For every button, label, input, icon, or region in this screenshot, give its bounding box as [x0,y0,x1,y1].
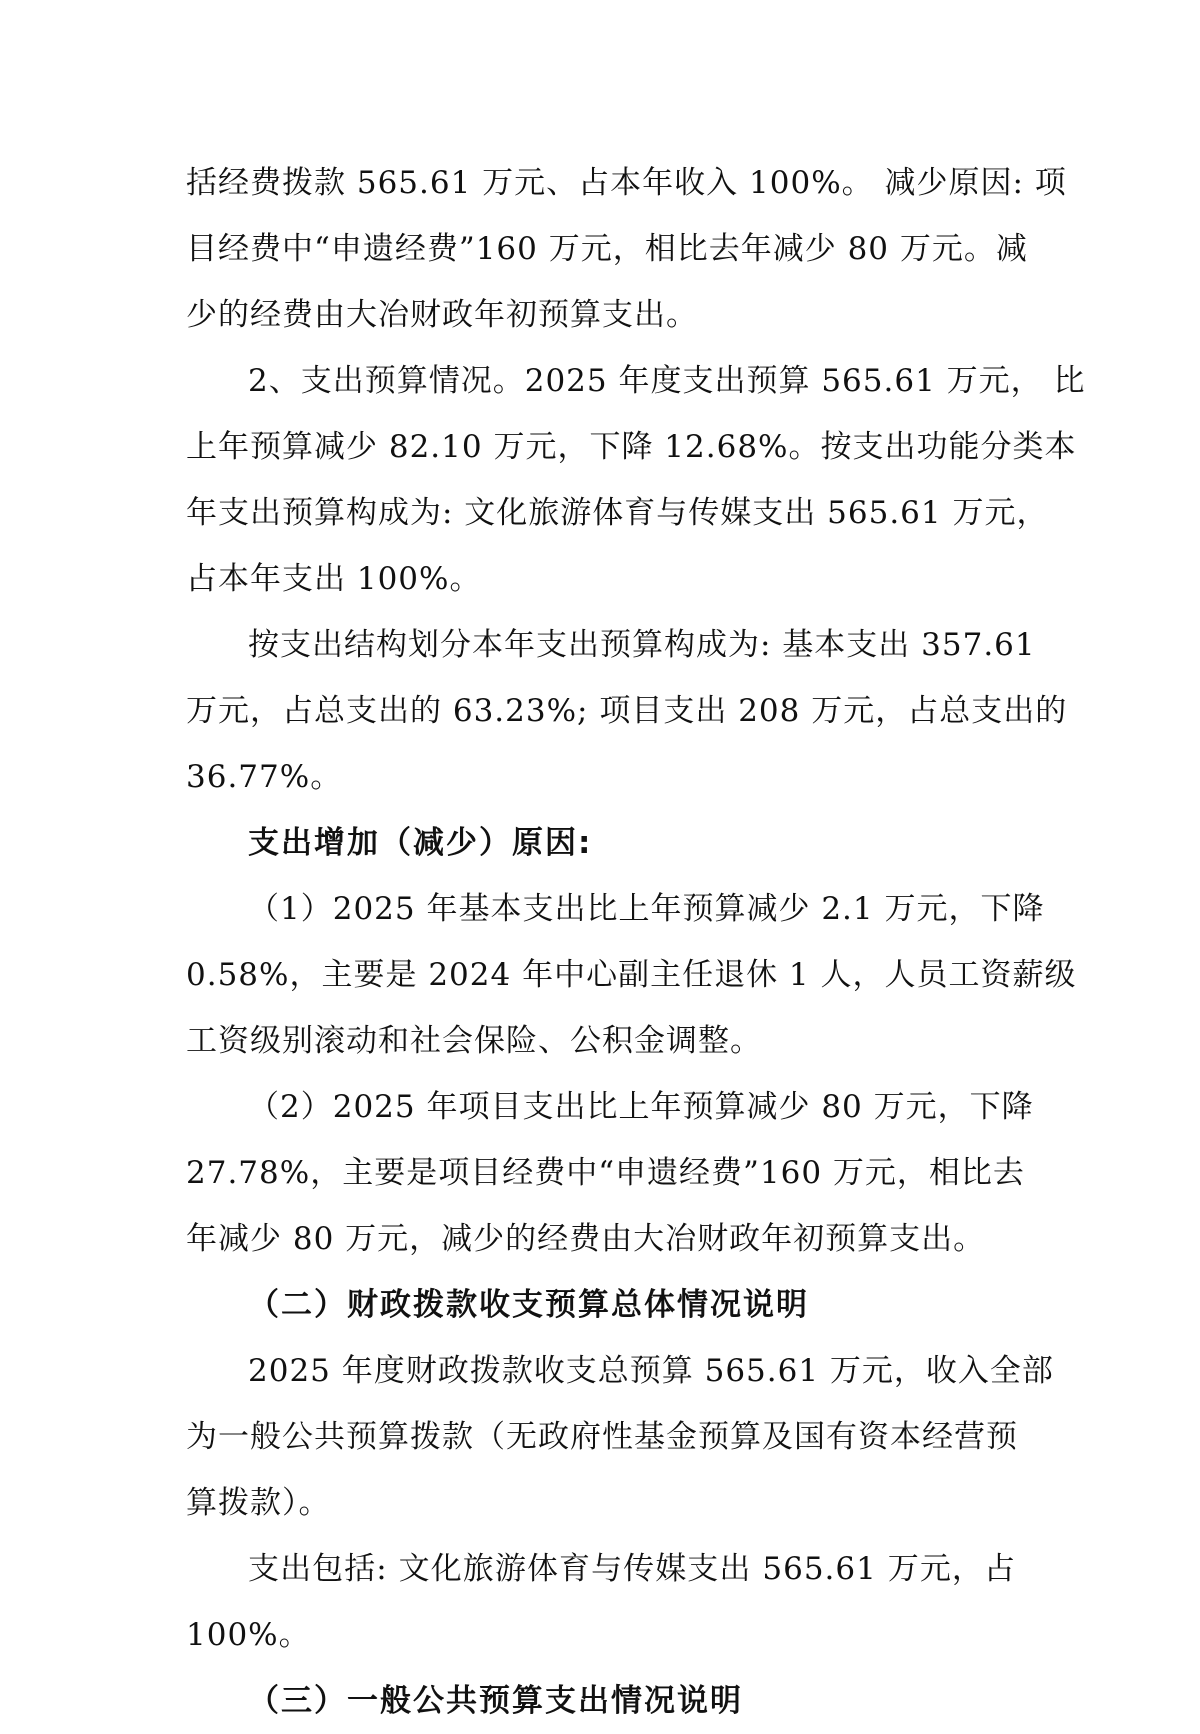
paragraph-line: 2、支出预算情况。2025 年度支出预算 565.61 万元， 比 [248,363,1086,399]
paragraph-line: 工资级别滚动和社会保险、公积金调整。 [186,1023,762,1059]
paragraph-line: 按支出结构划分本年支出预算构成为: 基本支出 357.61 [248,627,1036,663]
paragraph-line: 上年预算减少 82.10 万元，下降 12.68%。按支出功能分类本 [186,429,1077,465]
paragraph-line: （2）2025 年项目支出比上年预算减少 80 万元，下降 [248,1089,1034,1125]
paragraph-line: 算拨款）。 [186,1485,331,1521]
paragraph-line: 2025 年度财政拨款收支总预算 565.61 万元，收入全部 [248,1353,1054,1389]
paragraph-line: 括经费拨款 565.61 万元、占本年收入 100%。 减少原因: 项 [186,165,1067,201]
paragraph-line: 为一般公共预算拨款（无政府性基金预算及国有资本经营预 [186,1419,1018,1455]
section-heading: 支出增加（减少）原因: [248,825,593,861]
section-heading: （三）一般公共预算支出情况说明 [248,1683,743,1719]
paragraph-line: 目经费中“申遗经费”160 万元，相比去年减少 80 万元。减 [186,231,1028,267]
paragraph-line: 少的经费由大冶财政年初预算支出。 [186,297,698,333]
paragraph-line: 年减少 80 万元，减少的经费由大冶财政年初预算支出。 [186,1221,986,1257]
paragraph-line: 100%。 [186,1617,311,1653]
paragraph-line: 年支出预算构成为: 文化旅游体育与传媒支出 565.61 万元， [186,495,1049,531]
paragraph-line: 36.77%。 [186,759,343,795]
section-heading: （二）财政拨款收支预算总体情况说明 [248,1287,809,1323]
paragraph-line: 27.78%，主要是项目经费中“申遗经费”160 万元，相比去 [186,1155,1025,1191]
paragraph-line: 万元，占总支出的 63.23%; 项目支出 208 万元，占总支出的 [186,693,1068,729]
paragraph-line: 占本年支出 100%。 [186,561,482,597]
document-page [186,150,1086,1734]
paragraph-line: 支出包括: 文化旅游体育与传媒支出 565.61 万元，占 [248,1551,1016,1587]
paragraph-line: 0.58%，主要是 2024 年中心副主任退休 1 人，人员工资薪级 [186,957,1077,993]
paragraph-line: （1）2025 年基本支出比上年预算减少 2.1 万元，下降 [248,891,1045,927]
